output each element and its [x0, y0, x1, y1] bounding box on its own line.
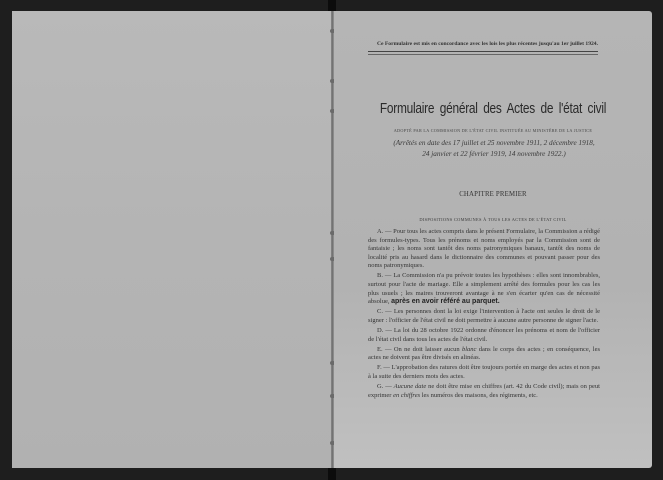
paragraph-e — [368, 346, 600, 363]
left-page-blank — [12, 11, 332, 468]
paragraph-f: F. — L'approbation des ratures doit être toujours portée en marge des actes et non pas à la suite des derniers mots des actes. — [368, 364, 600, 380]
paragraph-c: C. — Les personnes dont la loi exige l'intervention à l'acte ont seules le droit de le signer : l'officier de l'état civil ne doit permettre à aucune autre personne de signer l'acte. — [368, 308, 600, 324]
paragraph-g-italic-1: Aucune date — [393, 383, 427, 391]
paragraph-b — [368, 272, 600, 306]
decree-dates — [364, 138, 624, 160]
paragraph-g — [368, 383, 600, 400]
decree-dates-line-1: (Arrêtés en date des 17 juillet et 25 novembre 1911, 2 décembre 1918, — [393, 139, 595, 147]
paragraph-e-text-end: dans le corps des actes ; en conséquence, les actes ne doivent pas être divisés en alinéas. — [368, 345, 600, 362]
decree-dates-line-2: 24 janvier et 22 février 1919, 14 novembre 1922.) — [422, 150, 566, 158]
gutter-shadow-bottom — [328, 468, 336, 480]
right-page — [334, 11, 652, 468]
paragraph-e-text: E. — On ne doit laisser aucun — [377, 345, 462, 353]
paragraph-b-emphasis: après en avoir référé au parquet. — [391, 298, 500, 306]
section-heading: DISPOSITIONS COMMUNES À TOUS LES ACTES DE L'ÉTAT CIVIL — [419, 217, 567, 222]
document-subtitle: ADOPTÉ PAR LA COMMISSION DE L'ÉTAT CIVIL INSTITUÉE AU MINISTÈRE DE LA JUSTICE — [393, 128, 593, 133]
paragraph-d: D. — La loi du 28 octobre 1922 ordonne d'énoncer les prénoms et nom de l'officier de l'état civil dans tous les actes de l'état civil. — [368, 327, 600, 343]
document-title: Formulaire général des Actes de l'état civil — [379, 101, 607, 117]
gutter-shadow-top — [328, 0, 336, 11]
paragraph-b-text: B. — La Commission n'a pu prévoir toutes les hypothèses : elles sont innombrables, surtout pour l'acte de mariage. Elle a simplement arrêté des formules pour les cas les plus usuels ; les maires trouveront avantage à ne s'en écarter qu'en cas de nécessité absolue, — [368, 272, 600, 306]
body-text — [368, 228, 600, 402]
paragraph-g-text: G. — — [377, 383, 394, 391]
paragraph-a: A. — Pour tous les actes compris dans le présent Formulaire, la Commission a rédigé des formules-types. Tous les prénoms et noms employés par la Commission sont de fantaisie ; les noms sont tantôt des noms patronymiques banaux, tantôt des noms de localité pris au hasard dans le dictionnaire des communes et pouvant passer pour des noms patronymiques. — [368, 228, 600, 270]
chapter-heading: CHAPITRE PREMIER — [459, 191, 527, 198]
notice-double-rule — [368, 51, 598, 55]
paragraph-g-italic-2: en chiffres — [393, 391, 421, 399]
concordance-notice: Ce Formulaire est mis en concordance avec les lois les plus récentes jusqu'au 1er juillet 1924. — [376, 41, 598, 47]
paragraph-e-italic: blanc — [461, 345, 477, 353]
paragraph-g-text-end: les numéros des maisons, des régiments, etc. — [420, 391, 538, 399]
paragraph-g-text-mid: ne doit être mise en chiffres (art. 42 du Code civil); mais on peut exprimer — [368, 383, 600, 399]
